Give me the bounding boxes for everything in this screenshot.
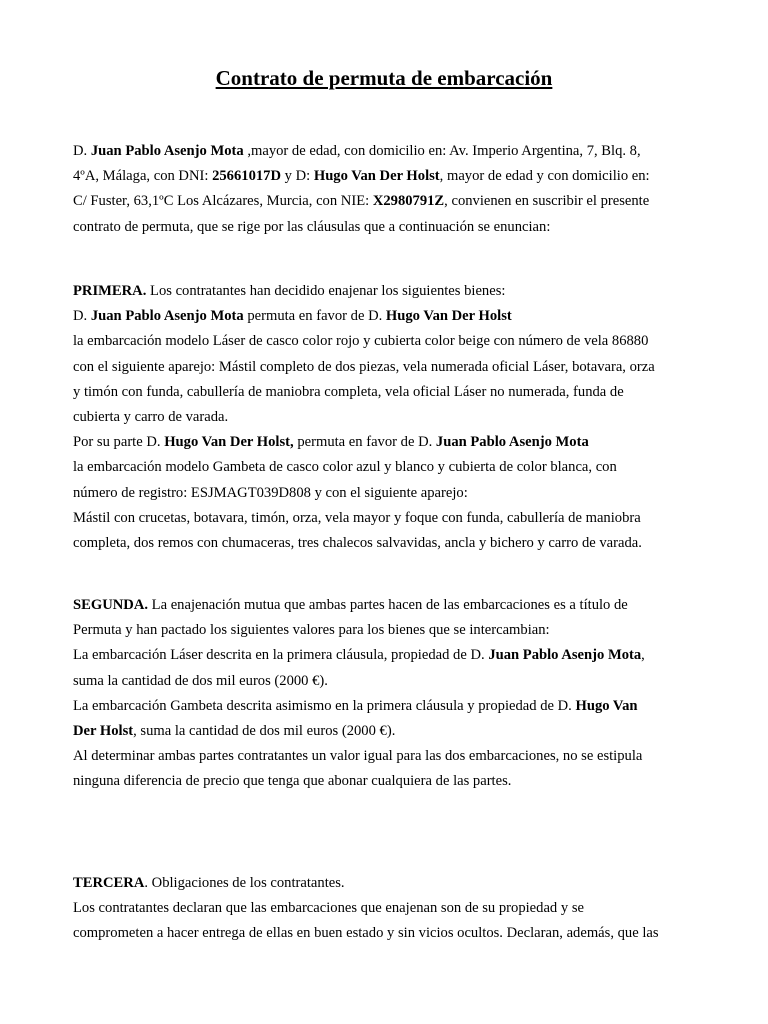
- clause-heading: TERCERA: [73, 875, 145, 891]
- text-run: D.: [73, 308, 91, 325]
- text-run: , suma la cantidad de dos mil euros (2000 €).: [133, 722, 396, 739]
- primera-line-9: número de registro: ESJMAGT039D808 y con el siguiente aparejo:: [73, 484, 468, 501]
- text-run: D.: [73, 143, 91, 159]
- text-run: permuta en favor de D.: [243, 308, 386, 325]
- document-title: Contrato de permuta de embarcación: [215, 66, 553, 90]
- text-run: C/ Fuster, 63,1ºC Los Alcázares, Murcia, con NIE:: [73, 193, 373, 210]
- intro-line-3: [73, 189, 698, 214]
- party-name: Juan Pablo Asenjo Mota: [90, 143, 244, 159]
- text-run: Por su parte D.: [73, 434, 165, 451]
- party-name: Hugo Van: [575, 697, 638, 714]
- text-run: , mayor de edad y con domicilio en:: [439, 168, 650, 185]
- text-run: , convienen en suscribir el presente: [444, 193, 650, 210]
- intro-line-4: contrato de permuta, que se rige por las cláusulas que a continuación se enuncian:: [73, 218, 551, 235]
- party-name: Juan Pablo Asenjo Mota: [90, 308, 244, 325]
- clause-primera: [73, 279, 698, 556]
- tercera-line-2: Los contratantes declaran que las embarcaciones que enajenan son de su propiedad y se: [73, 900, 584, 917]
- text-run: Los contratantes han decidido enajenar los siguientes bienes:: [146, 283, 506, 299]
- text-run: . Obligaciones de los contratantes.: [144, 875, 345, 891]
- segunda-line-1: [73, 593, 698, 618]
- segunda-line-7: Al determinar ambas partes contratantes un valor igual para las dos embarcaciones, no se estipula: [73, 748, 643, 765]
- text-run: ,mayor de edad, con domicilio en: Av. Imperio Argentina, 7, Blq. 8,: [243, 143, 641, 159]
- primera-line-5: y timón con funda, cabullería de maniobra completa, vela oficial Láser no numerada, funda de: [73, 383, 624, 400]
- text-run: La enajenación mutua que ambas partes hacen de las embarcaciones es a título de: [148, 597, 628, 613]
- party-name: Der Holst: [73, 722, 134, 739]
- party-name: Hugo Van Der Holst: [313, 168, 440, 185]
- clause-heading: PRIMERA.: [73, 283, 147, 299]
- party-name: Juan Pablo Asenjo Mota: [488, 647, 642, 664]
- clause-segunda: [73, 593, 698, 795]
- segunda-line-4: suma la cantidad de dos mil euros (2000 €).: [73, 672, 328, 689]
- clause-tercera: [73, 871, 698, 947]
- text-run: 4ºA, Málaga, con DNI:: [73, 168, 213, 185]
- primera-line-11: completa, dos remos con chumaceras, tres chalecos salvavidas, ancla y bichero y carro de varada.: [73, 534, 642, 551]
- primera-line-2: [73, 304, 698, 329]
- segunda-line-8: ninguna diferencia de precio que tenga que abonar cualquiera de las partes.: [73, 773, 512, 790]
- segunda-line-6: [73, 719, 698, 744]
- intro-line-1: [73, 139, 698, 164]
- nie-number: X2980791Z: [372, 193, 445, 210]
- text-run: ,: [641, 647, 645, 664]
- intro-line-2: [73, 164, 698, 189]
- primera-line-10: Mástil con crucetas, botavara, timón, orza, vela mayor y foque con funda, cabullería de maniobra: [73, 509, 641, 526]
- intro-paragraph: [73, 139, 698, 240]
- text-run: La embarcación Láser descrita en la primera cláusula, propiedad de D.: [73, 647, 489, 664]
- party-name: Juan Pablo Asenjo Mota: [435, 434, 589, 451]
- tercera-line-3: comprometen a hacer entrega de ellas en buen estado y sin vicios ocultos. Declaran, además, que las: [73, 925, 659, 942]
- segunda-line-2: Permuta y han pactado los siguientes valores para los bienes que se intercambian:: [73, 622, 550, 639]
- dni-number: 25661017D: [212, 168, 281, 185]
- primera-line-1: [73, 279, 698, 304]
- primera-line-6: cubierta y carro de varada.: [73, 408, 229, 425]
- tercera-line-1: [73, 871, 698, 896]
- party-name: Hugo Van Der Holst: [385, 308, 512, 325]
- clause-heading: SEGUNDA.: [73, 597, 149, 613]
- text-run: y D:: [281, 168, 314, 185]
- text-run: permuta en favor de D.: [293, 434, 436, 451]
- primera-line-8: la embarcación modelo Gambeta de casco color azul y blanco y cubierta de color blanca, con: [73, 459, 617, 476]
- segunda-line-5: [73, 694, 698, 719]
- primera-line-4: con el siguiente aparejo: Mástil completo de dos piezas, vela numerada oficial Láser, botavara, orza: [73, 358, 655, 375]
- primera-line-3: la embarcación modelo Láser de casco color rojo y cubierta color beige con número de vela 86880: [73, 333, 649, 350]
- party-name: Hugo Van Der Holst,: [164, 434, 294, 451]
- primera-line-7: [73, 430, 698, 455]
- text-run: La embarcación Gambeta descrita asimismo en la primera cláusula y propiedad de D.: [73, 697, 576, 714]
- segunda-line-3: [73, 643, 698, 668]
